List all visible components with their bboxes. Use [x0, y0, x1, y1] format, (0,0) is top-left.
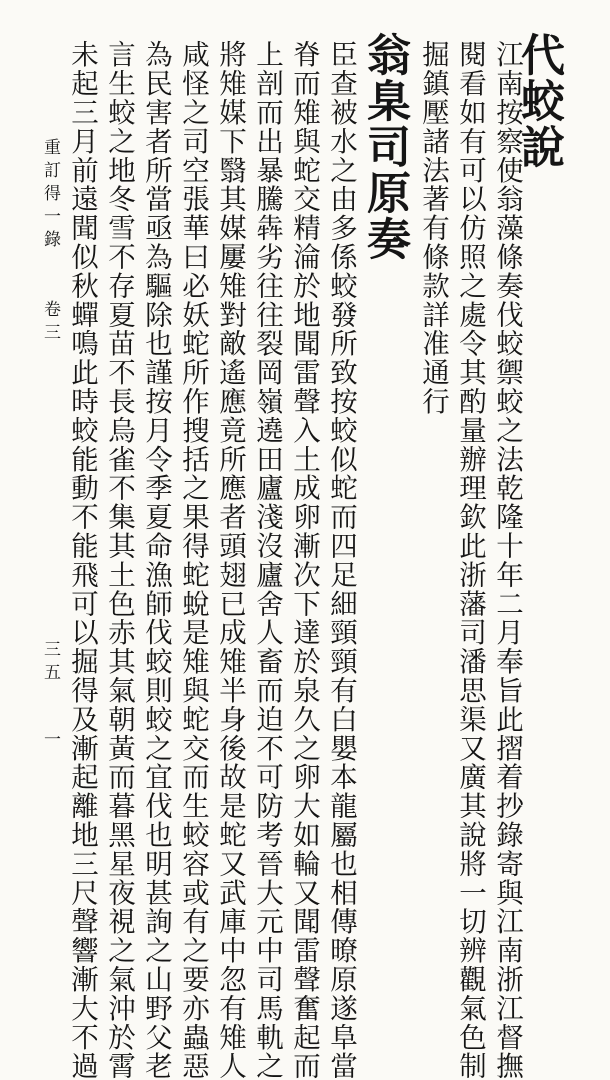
intro-column: 閱看如有可以仿照之處令其酌量辦理欽此浙藩司潘思渠又廣其說將一切辨觀氣色制: [454, 40, 486, 1080]
body-column: 脊而雉與蛇交精淪於地聞雷聲入土成卵漸次下達於泉久之卵大如輪又聞雷聲奮起而: [288, 40, 320, 1080]
footer-volume: 卷三: [40, 300, 60, 346]
footer-page-number: 三五: [40, 640, 60, 686]
intro-column: 掘鎮壓諸法著有條款詳准通行: [417, 40, 449, 416]
body-column: 言生蛟之地冬雪不存夏苗不長烏雀不集其土色赤其氣朝黃而暮黑星夜視之氣沖於霄: [103, 40, 135, 1080]
footer-book-title: 重訂得一錄: [40, 138, 60, 253]
body-column: 臣查被水之由多係蛟發所致按蛟似蛇而四足細頸頸有白嬰本龍屬也相傳暸原遂阜當: [325, 40, 357, 1080]
body-column: 未起三月前遠聞似秋蟬鳴此時蛟能動不能飛可以掘得及漸起離地三尺聲響漸大不過: [66, 40, 98, 1080]
footer-dash: 一: [40, 730, 60, 753]
body-column: 為民害者所當亟為驅除也謹按月令季夏命漁師伐蛟則蛟之宜伐也明甚詢之山野父老: [140, 40, 172, 1080]
body-column: 上剖而出暴騰犇劣往往裂岡嶺遶田廬淺沒廬舍人畜而迫不可防考晉大元中司馬軌之: [251, 40, 283, 1080]
body-column: 咸怪之司空張華曰必妖蛇所作搜括之果得蛇蛻是雉與蛇交而生蛟容或有之要亦蟲惡: [177, 40, 209, 1080]
intro-column: 江南按察使翁藻條奏伐蛟禦蛟之法乾隆十年二月奉旨此摺着抄錄寄與江南浙江督撫: [491, 40, 523, 1080]
section-title: 翁臬司原奏: [359, 32, 410, 262]
document-title: 代蛟說: [513, 32, 564, 170]
body-column: 將雉媒下翳其媒屢雉對敵遙應竟所應者頭翅已成雉半身後故是蛇又武庫中忽有雉人: [214, 40, 246, 1080]
